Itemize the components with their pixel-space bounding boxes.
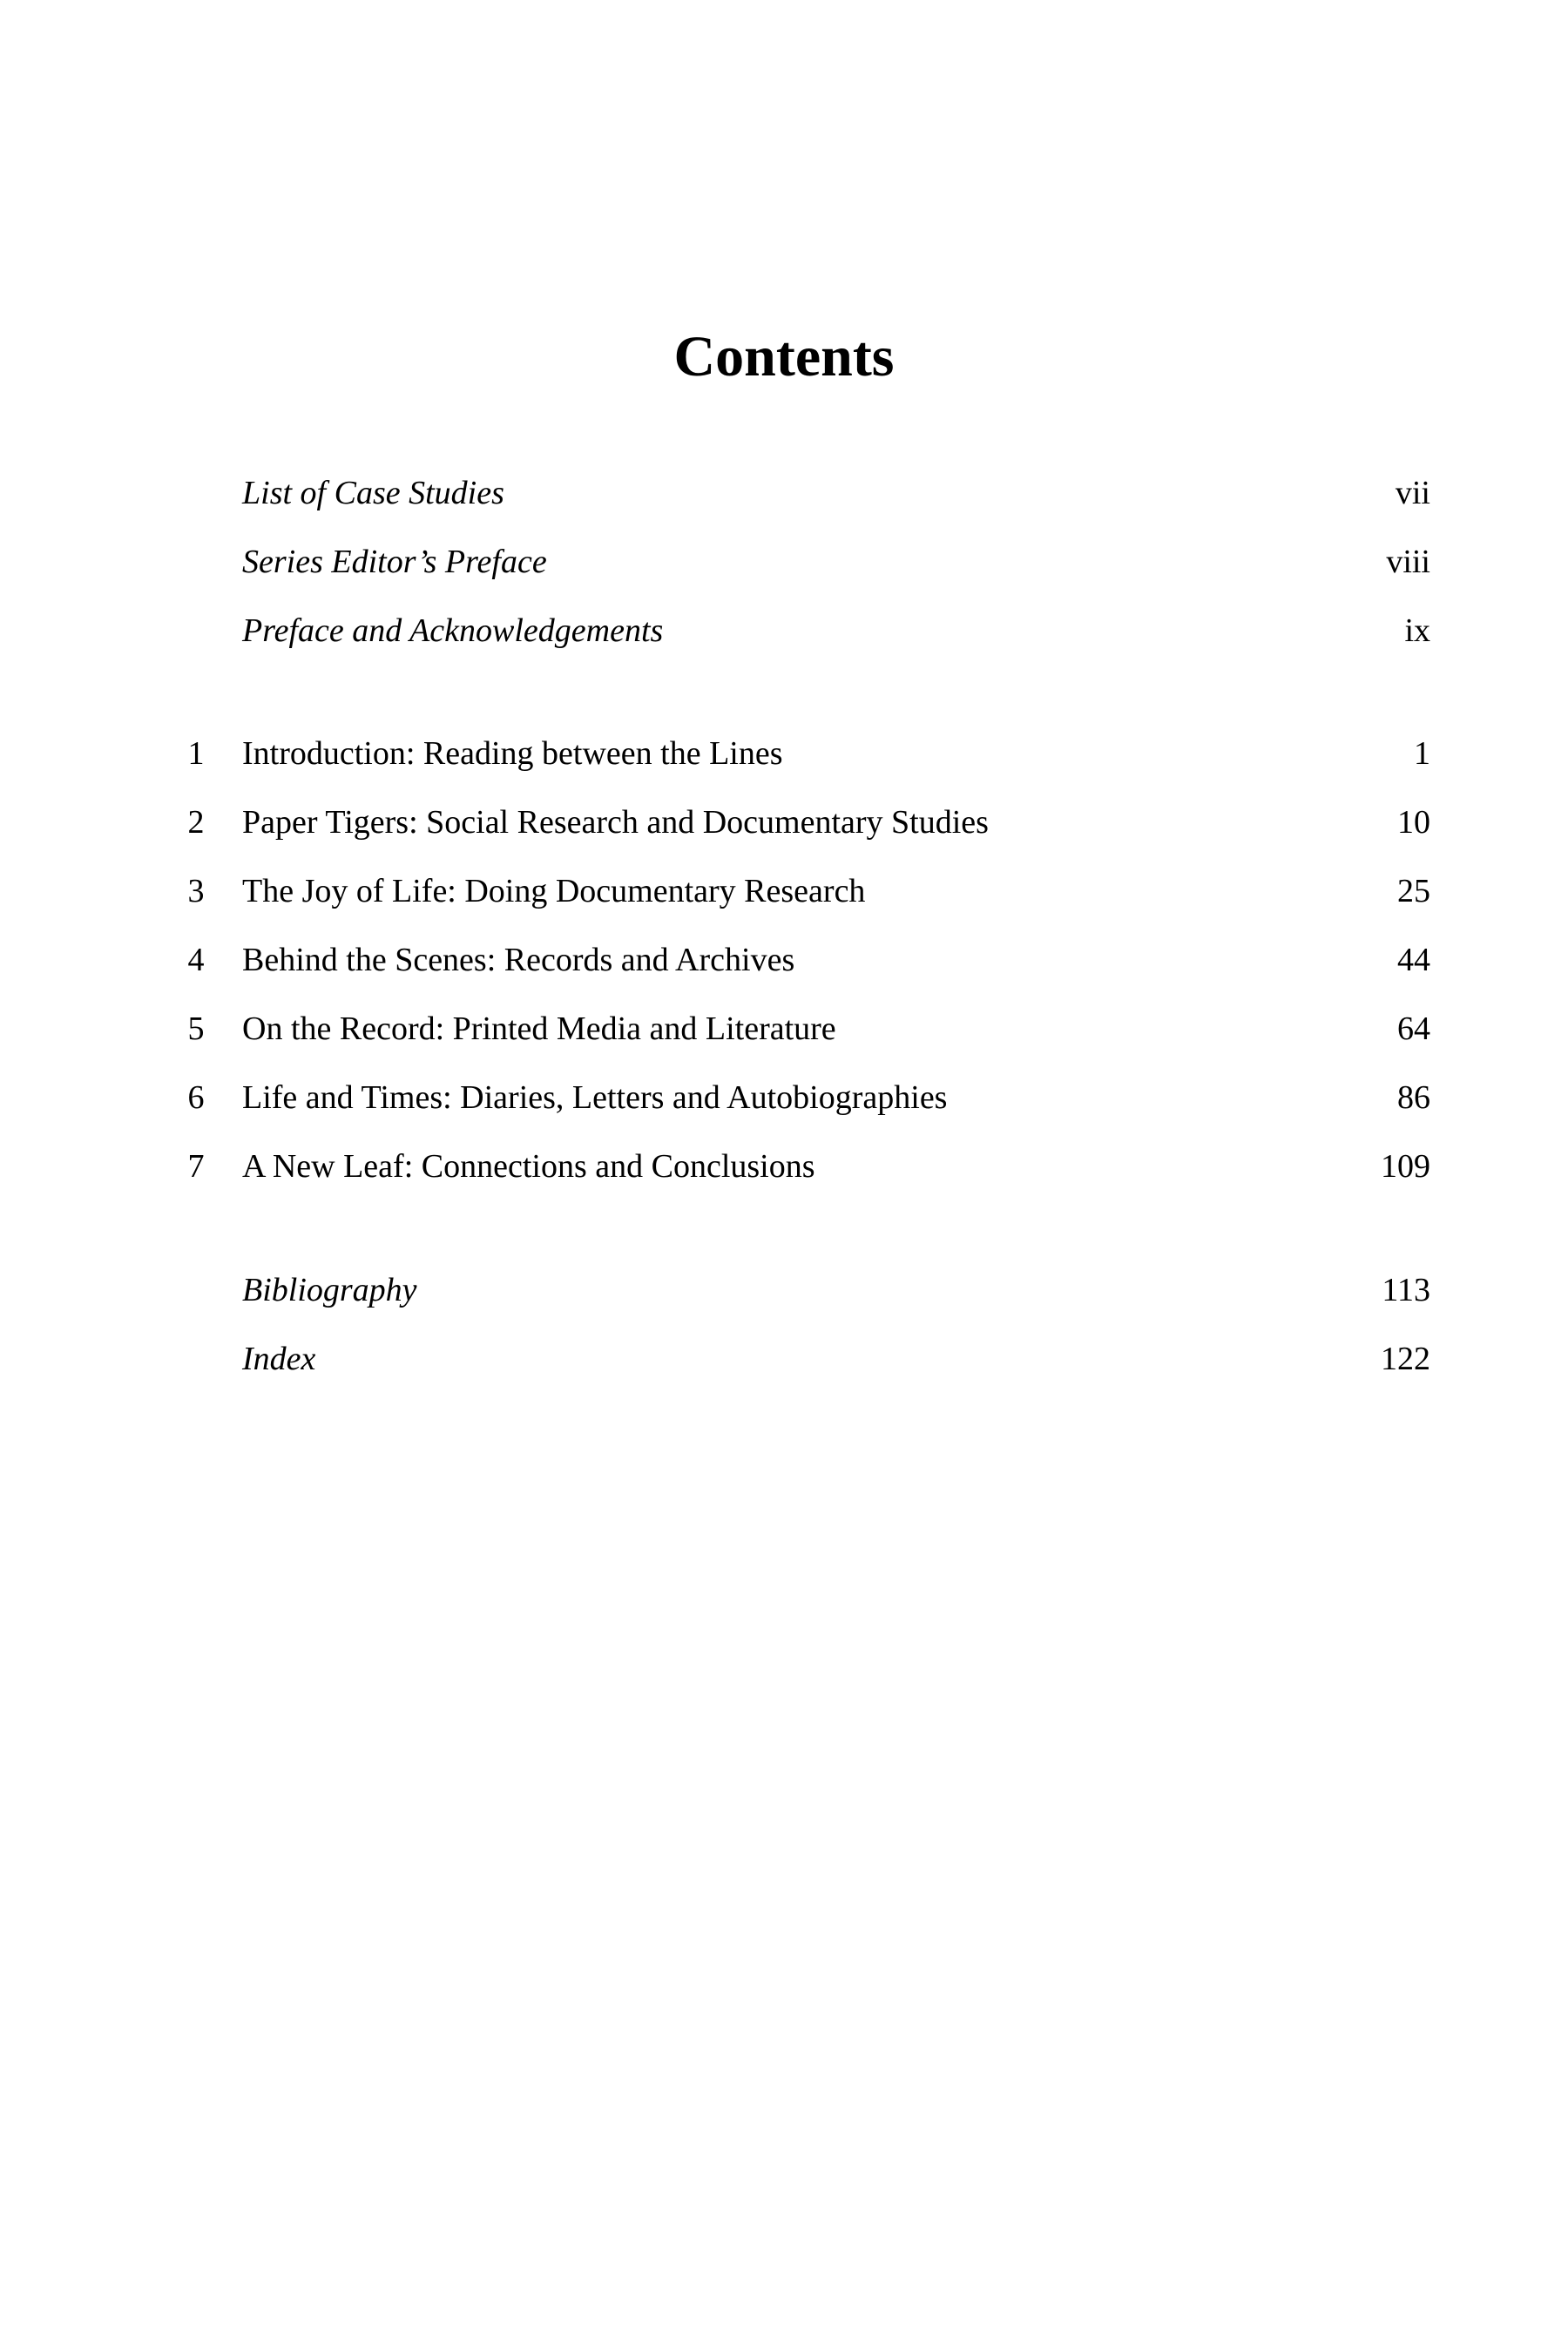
toc-entry-title: Preface and Acknowledgements <box>242 612 664 649</box>
toc-entry-chapter <box>0 727 1568 780</box>
toc-entry-page: 109 <box>1381 1148 1430 1185</box>
toc-entry-page: 122 <box>1381 1341 1430 1377</box>
chapter-number: 5 <box>187 1010 205 1047</box>
toc-entry-page: vii <box>1395 475 1430 511</box>
toc-entry-chapter <box>0 1071 1568 1124</box>
toc-entry-title: Bibliography <box>242 1272 417 1308</box>
toc-entry-title: The Joy of Life: Doing Documentary Research <box>242 873 866 909</box>
toc-entry-page: 113 <box>1382 1272 1430 1308</box>
toc-entry-chapter <box>0 865 1568 917</box>
toc-entry-front-matter <box>0 605 1568 657</box>
toc-entry-chapter <box>0 1140 1568 1193</box>
chapter-number: 4 <box>187 942 205 978</box>
chapter-number: 1 <box>187 735 205 772</box>
chapter-number: 6 <box>187 1079 205 1116</box>
toc-entry-page: viii <box>1386 544 1430 580</box>
toc-entry-page: 10 <box>1397 804 1430 841</box>
toc-entry-page: 1 <box>1414 735 1430 772</box>
toc-entry-back-matter <box>0 1333 1568 1385</box>
toc-entry-title: Paper Tigers: Social Research and Documentary Studies <box>242 804 989 841</box>
toc-entry-page: 64 <box>1397 1010 1430 1047</box>
toc-entry-chapter <box>0 1003 1568 1055</box>
toc-entry-front-matter <box>0 467 1568 519</box>
chapter-number: 7 <box>187 1148 205 1185</box>
toc-entry-title: A New Leaf: Connections and Conclusions <box>242 1148 815 1185</box>
toc-entry-title: Life and Times: Diaries, Letters and Autobiographies <box>242 1079 948 1116</box>
toc-entry-title: Series Editor’s Preface <box>242 544 547 580</box>
toc-entry-title: Index <box>242 1341 316 1377</box>
toc-entry-page: ix <box>1404 612 1430 649</box>
page-title: Contents <box>673 325 895 389</box>
chapter-number: 2 <box>187 804 205 841</box>
toc-entry-title: Behind the Scenes: Records and Archives <box>242 942 795 978</box>
toc-entry-page: 86 <box>1397 1079 1430 1116</box>
toc-entry-page: 44 <box>1397 942 1430 978</box>
toc-entry-page: 25 <box>1397 873 1430 909</box>
toc-entry-title: On the Record: Printed Media and Literature <box>242 1010 836 1047</box>
toc-entry-chapter <box>0 796 1568 848</box>
toc-entry-back-matter <box>0 1264 1568 1316</box>
toc-entry-chapter <box>0 934 1568 986</box>
toc-entry-front-matter <box>0 536 1568 588</box>
toc-entry-title: List of Case Studies <box>242 475 504 511</box>
chapter-number: 3 <box>187 873 205 909</box>
toc-entry-title: Introduction: Reading between the Lines <box>242 735 783 772</box>
